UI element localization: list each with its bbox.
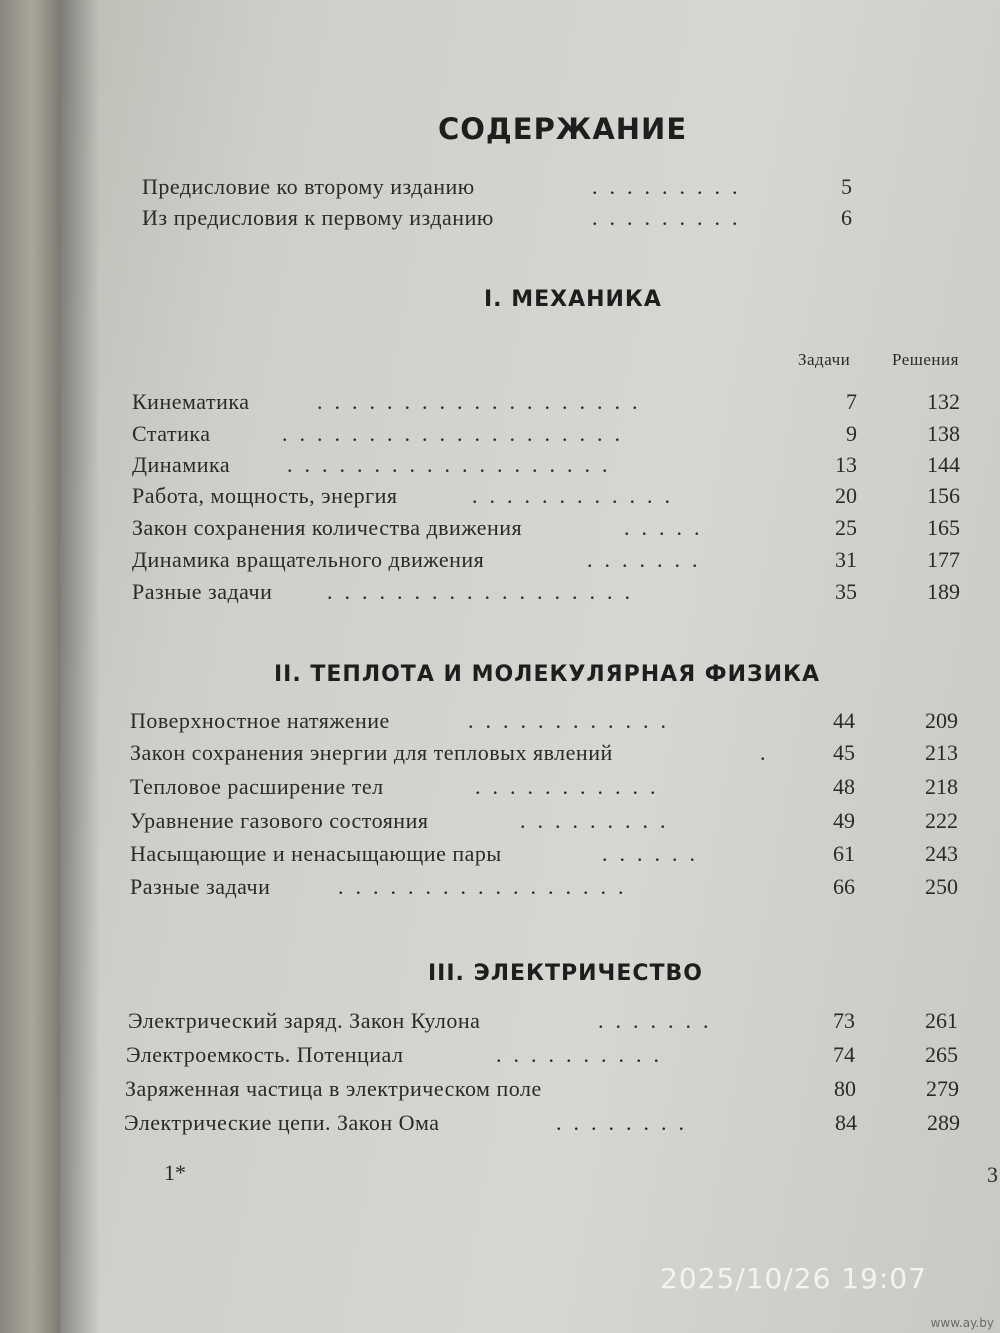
entry-title: Разные задачи [130,874,271,899]
column-header-tasks: Задачи [798,350,851,369]
entry-tasks-page: 44 [833,708,855,733]
entry-title: Заряженная частица в электрическом поле [125,1076,542,1101]
entry-title: Поверхностное натяжение [130,708,390,733]
entry-solutions-page: 289 [927,1110,960,1135]
entry-title: Работа, мощность, энергия [132,483,398,508]
dot-leader: .................... [282,421,632,446]
dot-leader: ....... [598,1008,721,1033]
page-title: СОДЕРЖАНИЕ [438,112,688,146]
entry-solutions-page: 279 [926,1076,959,1101]
dot-leader: ................. [338,874,636,899]
entry-tasks-page: 84 [835,1110,857,1135]
preface-row [142,174,852,204]
entry-tasks-page: 35 [835,579,857,604]
entry-tasks-page: 61 [833,841,855,866]
toc-entry [130,874,970,904]
entry-solutions-page: 218 [925,774,958,799]
dot-leader: ....... [587,547,710,572]
page-gutter-shadow [60,0,100,1333]
toc-entry [132,483,972,513]
entry-title: Динамика [132,452,231,477]
photo-timestamp: 2025/10/26 19:07 [660,1262,927,1295]
dot-leader: ........ [556,1110,696,1135]
entry-solutions-page: 132 [927,389,960,414]
dot-leader: ................... [317,389,650,414]
entry-title: Тепловое расширение тел [130,774,384,799]
preface-row [142,205,852,235]
entry-title: Насыщающие и ненасыщающие пары [130,841,502,866]
entry-title: Электроемкость. Потенциал [126,1042,404,1067]
entry-solutions-page: 261 [925,1008,958,1033]
toc-entry [130,740,970,770]
toc-entry [130,774,970,804]
preface-title: Из предисловия к первому изданию [142,205,494,230]
entry-solutions-page: 209 [925,708,958,733]
dot-leader: . [760,740,778,765]
entry-title: Электрические цепи. Закон Ома [124,1110,440,1135]
entry-title: Уравнение газового состояния [130,808,429,833]
entry-solutions-page: 265 [925,1042,958,1067]
dot-leader: ............ [472,483,682,508]
dot-leader: ......... [592,174,750,199]
dot-leader: ...... [602,841,707,866]
entry-solutions-page: 165 [927,515,960,540]
entry-solutions-page: 213 [925,740,958,765]
entry-tasks-page: 74 [833,1042,855,1067]
column-header-solutions: Решения [892,350,959,369]
entry-solutions-page: 177 [927,547,960,572]
site-watermark: www.ay.by [930,1316,994,1330]
entry-tasks-page: 80 [834,1076,856,1101]
toc-entry [132,547,972,577]
toc-entry [126,1042,971,1072]
toc-entry [132,579,972,609]
entry-tasks-page: 9 [846,421,857,446]
entry-solutions-page: 144 [927,452,960,477]
signature-mark: 1* [164,1160,186,1185]
section-heading: II. ТЕПЛОТА И МОЛЕКУЛЯРНАЯ ФИЗИКА [274,662,821,687]
dot-leader: ......... [520,808,678,833]
entry-solutions-page: 156 [927,483,960,508]
toc-entry [125,1076,970,1106]
dot-leader: .......... [496,1042,671,1067]
section-heading: III. ЭЛЕКТРИЧЕСТВО [428,961,703,986]
dot-leader: ..... [624,515,712,540]
toc-entry [124,1110,974,1140]
entry-title: Разные задачи [132,579,273,604]
entry-tasks-page: 7 [846,389,857,414]
page-number: 3 [987,1162,998,1187]
entry-title: Динамика вращательного движения [132,547,485,572]
entry-title: Закон сохранения количества движения [132,515,523,540]
toc-entry [130,708,970,738]
entry-tasks-page: 25 [835,515,857,540]
entry-tasks-page: 45 [833,740,855,765]
preface-page: 5 [841,174,852,199]
entry-tasks-page: 73 [833,1008,855,1033]
section-heading: I. МЕХАНИКА [484,287,662,312]
entry-title: Статика [132,421,211,446]
entry-solutions-page: 189 [927,579,960,604]
entry-tasks-page: 31 [835,547,857,572]
dot-leader: .................. [327,579,642,604]
entry-solutions-page: 243 [925,841,958,866]
entry-title: Электрический заряд. Закон Кулона [128,1008,481,1033]
toc-entry [132,452,972,482]
toc-entry [130,841,970,871]
entry-tasks-page: 66 [833,874,855,899]
toc-entry [132,421,972,451]
toc-entry [132,389,972,419]
entry-tasks-page: 13 [835,452,857,477]
entry-solutions-page: 222 [925,808,958,833]
dot-leader: ................... [287,452,620,477]
toc-entry [132,515,972,545]
preface-page: 6 [841,205,852,230]
entry-title: Кинематика [132,389,250,414]
entry-solutions-page: 250 [925,874,958,899]
entry-tasks-page: 49 [833,808,855,833]
toc-entry [128,1008,973,1038]
toc-entry [130,808,970,838]
book-spine-edge [0,0,60,1333]
entry-title: Закон сохранения энергии для тепловых явлений [130,740,613,765]
entry-tasks-page: 48 [833,774,855,799]
dot-leader: ............ [468,708,678,733]
preface-title: Предисловие ко второму изданию [142,174,475,199]
dot-leader: ......... [592,205,750,230]
dot-leader: ........... [475,774,668,799]
entry-solutions-page: 138 [927,421,960,446]
entry-tasks-page: 20 [835,483,857,508]
